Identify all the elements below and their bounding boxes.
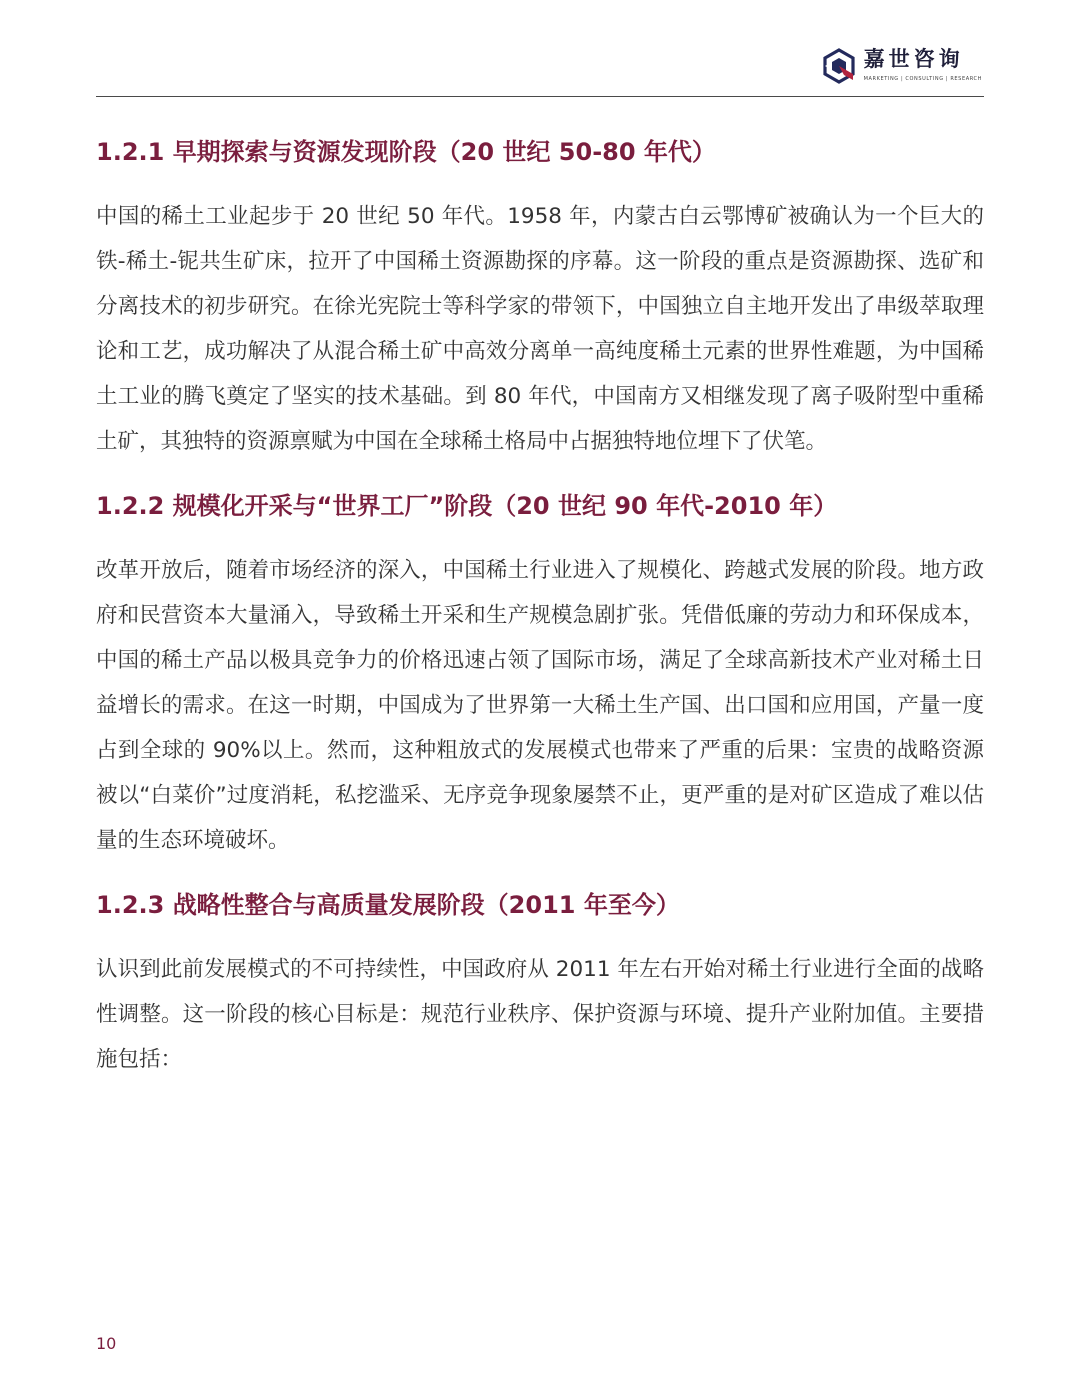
document-body [96,128,984,1082]
page-number: 10 [96,1334,117,1353]
section-paragraph-1-2-3: 认识到此前发展模式的不可持续性，中国政府从 2011 年左右开始对稀土行业进行全面的战略性调整。这一阶段的核心目标是：规范行业秩序、保护资源与环境、提升产业附加值。主要措施包括： [96,957,984,1072]
section-paragraph-1-2-1: 中国的稀土工业起步于 20 世纪 50 年代。1958 年，内蒙古白云鄂博矿被确认为一个巨大的铁-稀土-铌共生矿床，拉开了中国稀土资源勘探的序幕。这一阶段的重点是资源勘探、选矿和分离技术的初步研究。在徐光宪院士等科学家的带领下，中国独立自主地开发出了串级萃取理论和工艺，成功解决了从混合稀土矿中高效分离单一高纯度稀土元素的世界性难题，为中国稀土工业的腾飞奠定了坚实的技术基础。到 80 年代，中国南方又相继发现了离子吸附型中重稀土矿，其独特的资源禀赋为中国在全球稀土格局中占据独特地位埋下了伏笔。 [96,204,984,454]
section-heading-1-2-2: 1.2.2 规模化开采与“世界工厂”阶段（20 世纪 90 年代-2010 年） [96,492,838,520]
section-heading-1-2-3: 1.2.3 战略性整合与高质量发展阶段（2011 年至今） [96,891,680,919]
section-heading-1-2-1: 1.2.1 早期探索与资源发现阶段（20 世纪 50-80 年代） [96,138,716,166]
brand-logo [822,46,982,84]
jiashi-logo-icon [822,48,856,84]
page-header [96,40,984,97]
brand-name: 嘉世咨询 [863,47,964,71]
section-paragraph-1-2-2: 改革开放后，随着市场经济的深入，中国稀土行业进入了规模化、跨越式发展的阶段。地方政府和民营资本大量涌入，导致稀土开采和生产规模急剧扩张。凭借低廉的劳动力和环保成本，中国的稀土产品以极具竞争力的价格迅速占领了国际市场，满足了全球高新技术产业对稀土日益增长的需求。在这一时期，中国成为了世界第一大稀土生产国、出口国和应用国，产量一度占到全球的 90%以上。然而，这种粗放式的发展模式也带来了严重的后果：宝贵的战略资源被以“白菜价”过度消耗，私挖滥采、无序竞争现象屡禁不止，更严重的是对矿区造成了难以估量的生态环境破坏。 [96,558,984,853]
brand-tagline: MARKETING | CONSULTING | RESEARCH [863,76,982,82]
